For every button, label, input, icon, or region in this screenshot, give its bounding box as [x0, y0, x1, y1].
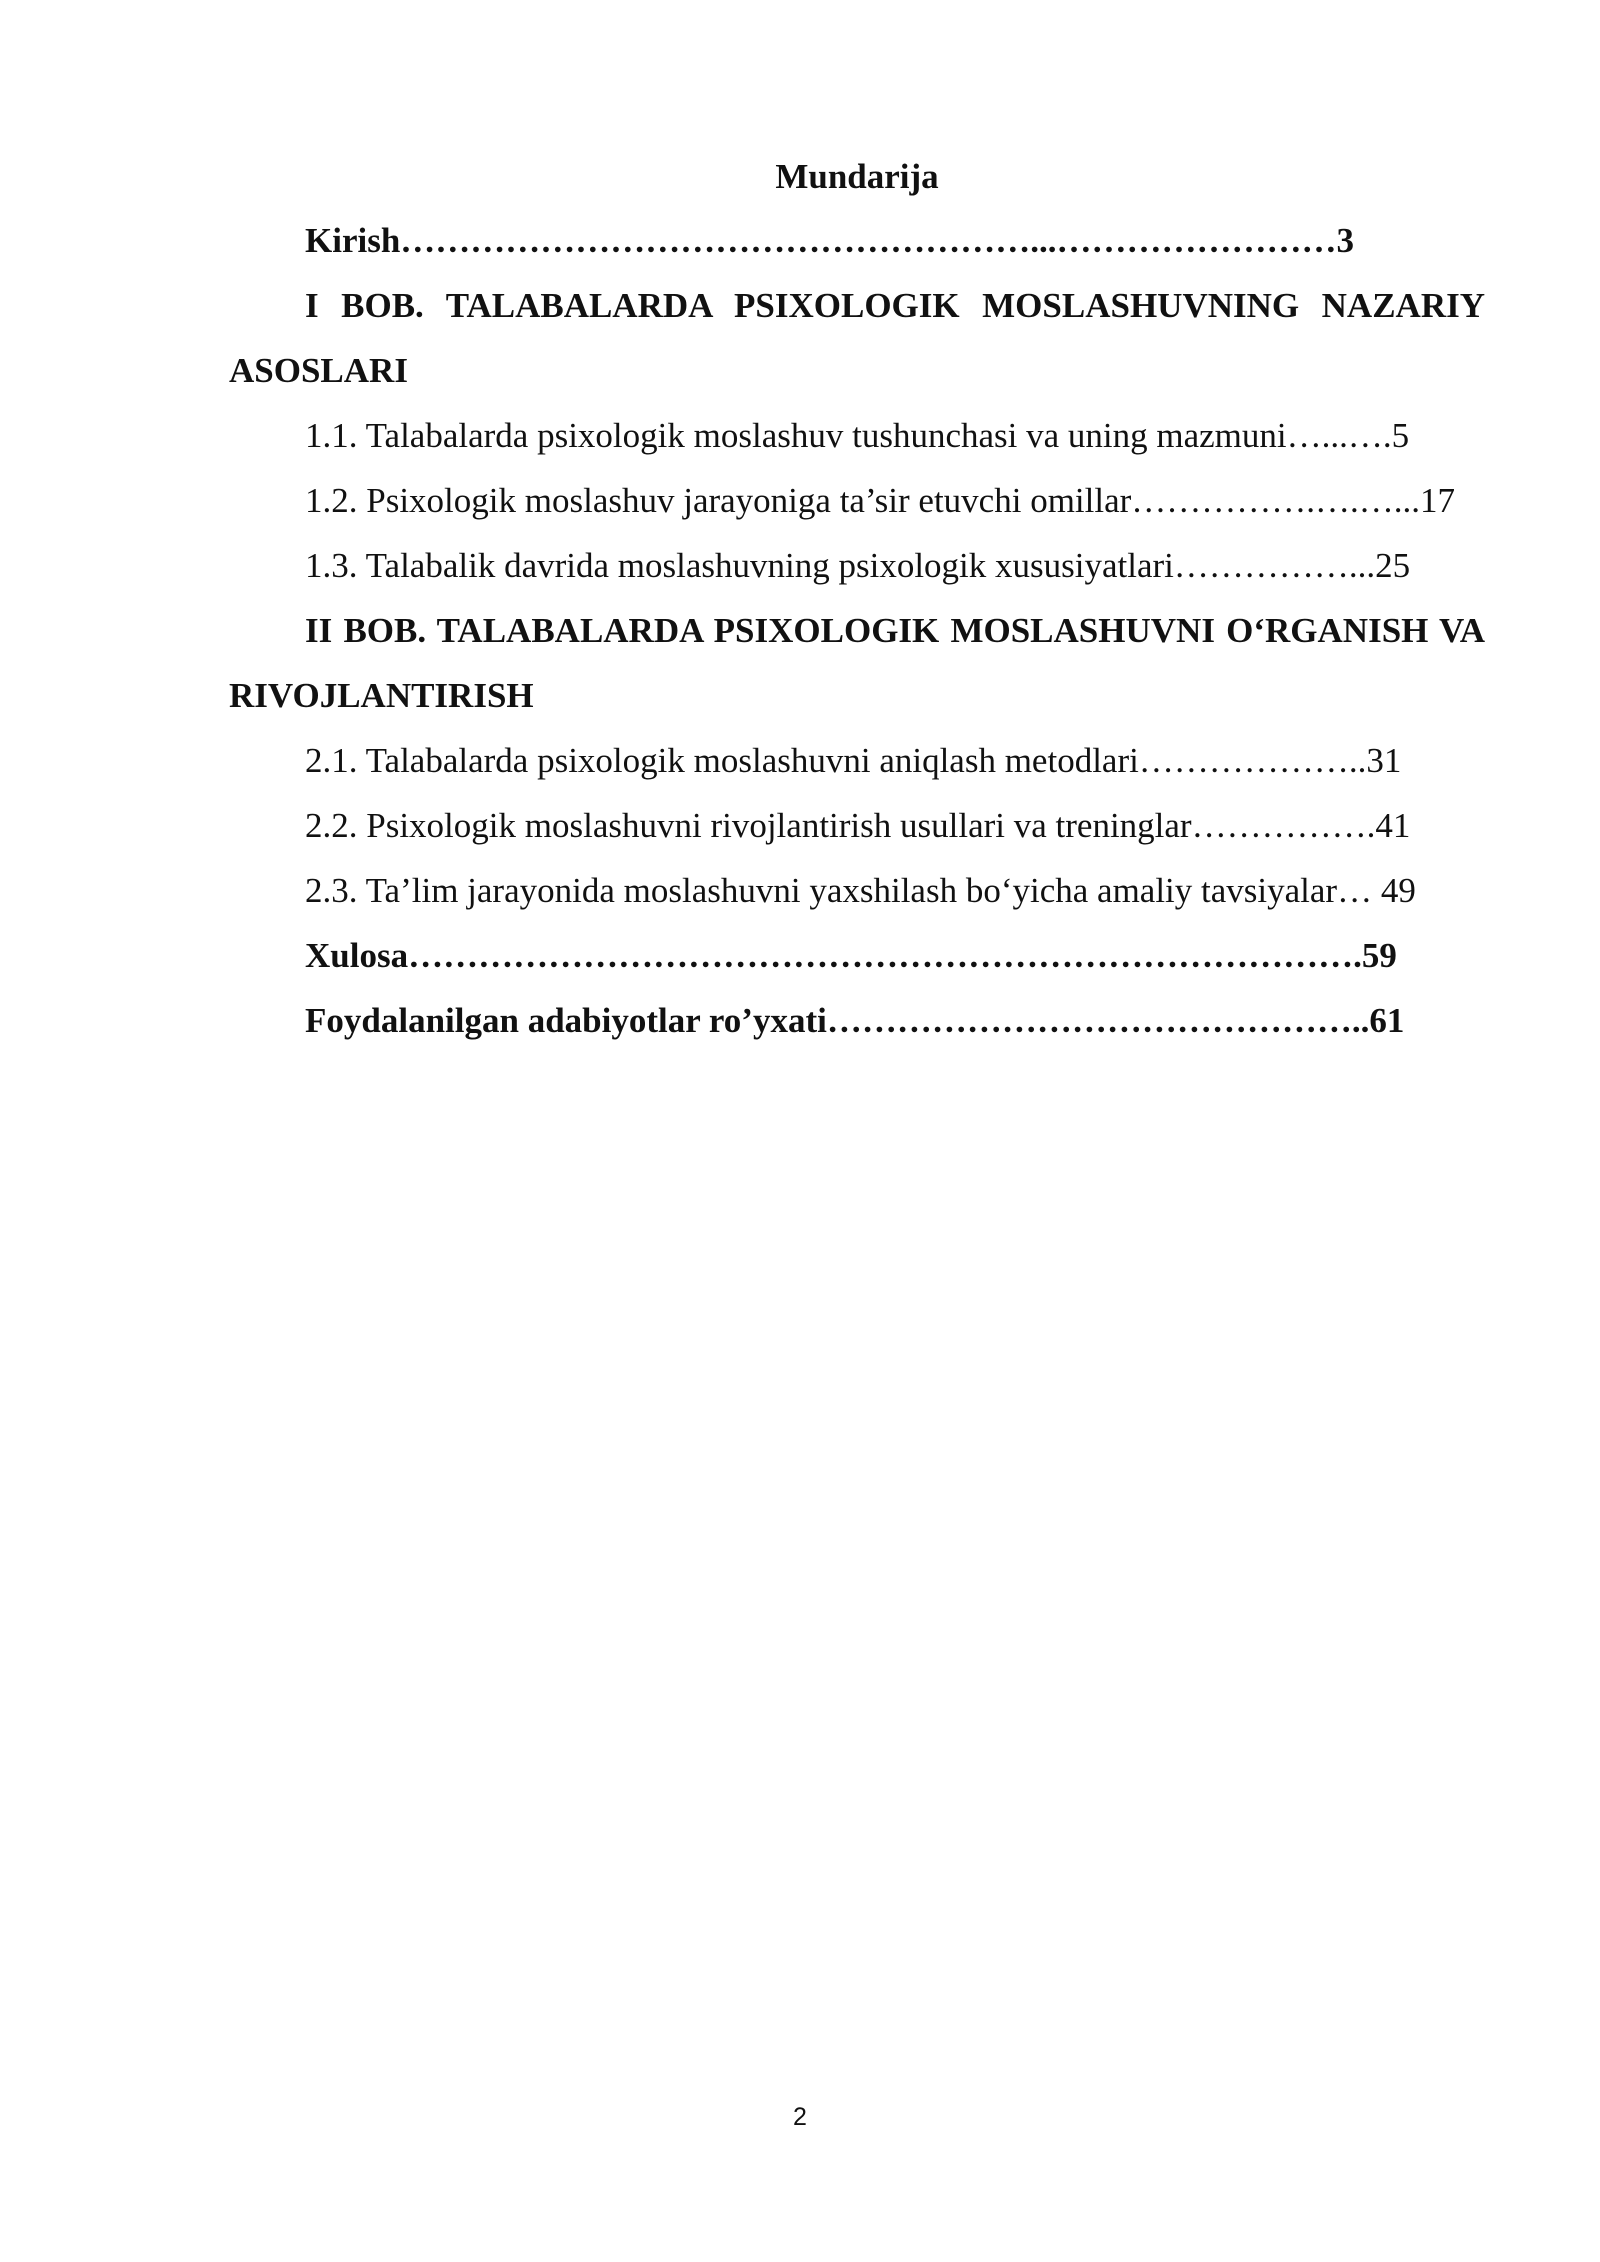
toc-entry-1-1: 1.1. Talabalarda psixologik moslashuv tushunchasi va uning mazmuni…...….5 — [305, 416, 1410, 455]
toc-entry-references: Foydalanilgan adabiyotlar ro’yxati………………………………………..61 — [305, 1001, 1405, 1040]
toc-entry-1-3: 1.3. Talabalik davrida moslashuvning psixologik xususiyatlari……………...25 — [305, 546, 1411, 585]
toc-entry-introduction: Kirish………………………………………………...……………………3 — [305, 221, 1355, 260]
toc-entry-conclusion: Xulosa……………………………………………………………………….59 — [305, 936, 1397, 975]
page-number: 2 — [793, 2103, 807, 2131]
toc-entry-1-2: 1.2. Psixologik moslashuv jarayoniga ta’sir etuvchi omillar…………….….…...17 — [305, 481, 1456, 520]
toc-entry-2-2: 2.2. Psixologik moslashuvni rivojlantirish usullari va treninglar…………….41 — [305, 806, 1411, 845]
toc-entry-2-3: 2.3. Ta’lim jarayonida moslashuvni yaxshilash bo‘yicha amaliy tavsiyalar… 49 — [305, 871, 1416, 910]
toc-entry-2-1: 2.1. Talabalarda psixologik moslashuvni aniqlash metodlari………………..31 — [305, 741, 1402, 780]
toc-chapter-1-heading: I BOB. TALABALARDA PSIXOLOGIK MOSLASHUVNING NAZARIY ASOSLARI — [229, 286, 1485, 390]
toc-chapter-2-heading: II BOB. TALABALARDA PSIXOLOGIK MOSLASHUVNI O‘RGANISH VA RIVOJLANTIRISH — [229, 611, 1485, 715]
page-title: Mundarija — [775, 157, 939, 196]
table-of-contents — [229, 146, 1485, 1053]
